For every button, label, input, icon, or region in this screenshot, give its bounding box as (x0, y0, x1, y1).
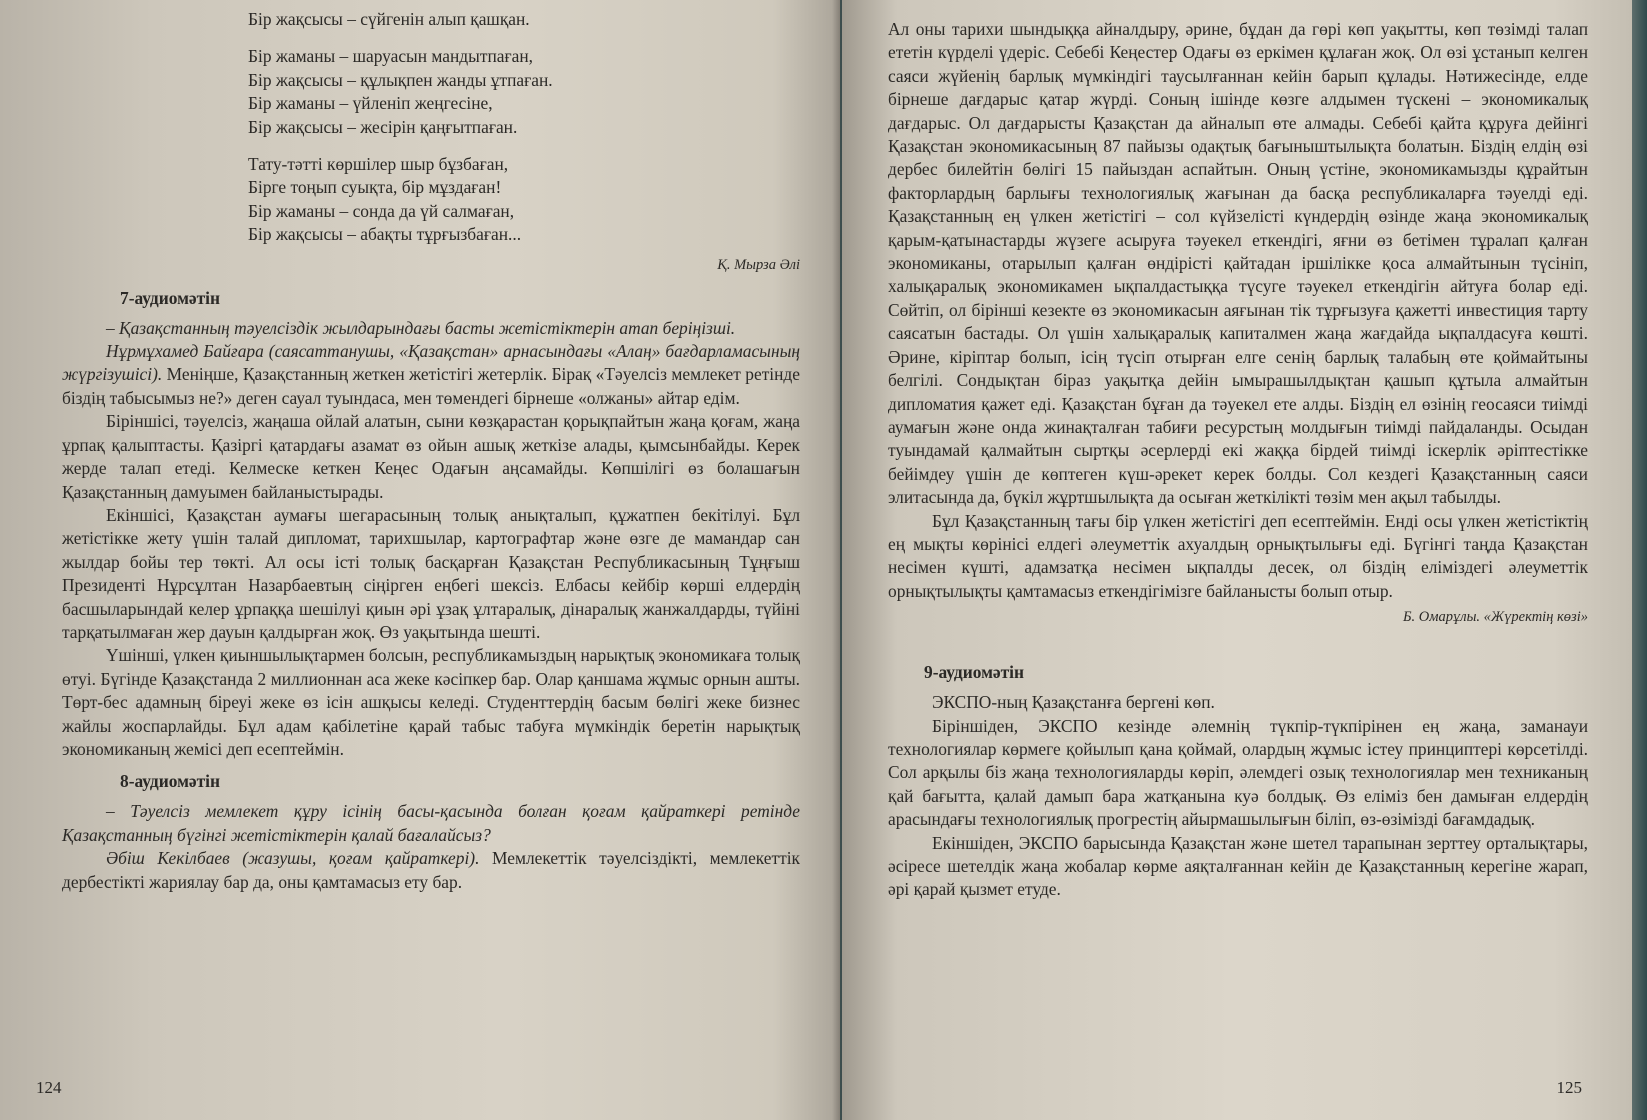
paragraph: ЭКСПО-ның Қазақстанға бергені көп. (932, 692, 1215, 713)
paragraph-text: Мемлекеттік тәуелсіздікті, мемлекеттік дербестікті жариялау бар да, оны қамтамасыз ету бар. (62, 848, 801, 892)
paragraph: Бұл Қазақстанның тағы бір үлкен жетістігі деп есептеймін. Енді осы үлкен жетістіктің ең мықты көрінісі елдегі әлеуметтік ахуалдың орнықтылығы еді. Бүгінгі таңда Қазақстан несімен күшті, адамзатқа несімен ықпалды десек, ол біздің еліміздегі әлеуметтік орнықтылықты қамтамасыз еткендігімізге байланысты болып отыр. (888, 510, 1588, 601)
page-number: 125 (1556, 1078, 1582, 1097)
poem-line: Бірге тоңып суықта, бір мұздаған! (248, 177, 502, 198)
paragraph: Біріншісі, тәуелсіз, жаңаша ойлай алатын, сыни көзқарастан қорықпайтын жаңа қоғам, жаңа ұрпақ қалыптасты. Қазіргі қатардағы азамат өз ойын ашық жеткізе алады, қымсынбайды. Керек жерде талап етеді. Келмеске кеткен Кеңес Одағын аңсамайды. Көпшілігі өз болашағын Қазақстанның дамуымен байланыстырады. (62, 411, 800, 502)
poem-stanza (248, 45, 800, 139)
speaker-name: Нұрмұхамед Байғара (саясаттанушы, «Қазақстан» арнасындағы «Алаң» бағдарламасының жүргізушісі). (62, 341, 800, 385)
poem-stanza (248, 153, 800, 247)
source-citation: Б. Омарұлы. «Жүректің көзі» (1402, 609, 1588, 626)
section-heading: 8-аудиомәтін (120, 771, 221, 792)
paragraph (62, 340, 800, 410)
poem-author: Қ. Мырза Әлі (717, 256, 800, 273)
poem-line: Бір жақсысы – сүйгенін алып қашқан. (248, 9, 530, 29)
paragraph: Біріншіден, ЭКСПО кезінде әлемнің түкпір-түкпірінен ең жаңа, заманауи технологиялар көрмеге қойылып қана қоймай, олардың жұмыс істеу принциптері көрсетілді. Сол арқылы біз жаңа технологияларды көріп, әлемдегі озық технологиялар мен техниканың қай бағытта, қалай дамып бара жатқанына куә болдық. Өз еліміз бен дамыған елдердің арасындағы технологиялық прогрестің айырмашылығын біліп, өз-өзімізді бағамдадық. (888, 715, 1588, 830)
poem-line: Бір жаманы – сонда да үй салмаған, (248, 200, 515, 221)
poem-top (248, 8, 800, 31)
poem-line: Бір жақсысы – құлықпен жанды ұтпаған. (248, 69, 553, 90)
section-heading: 9-аудиомәтін (924, 662, 1025, 683)
poem-line: Тату-тәтті көршілер шыр бұзбаған, (248, 154, 509, 175)
poem-line: Бір жақсысы – абақты тұрғызбаған... (248, 224, 522, 245)
section-heading: 7-аудиомәтін (120, 287, 221, 308)
interview-question: – Тәуелсіз мемлекет құру ісінің басы-қасында болған қоғам қайраткері ретінде Қазақстанның бүгінгі жетістіктерін қалай бағалайсыз? (62, 801, 800, 845)
poem-line: Бір жаманы – шаруасын мандытпаған, (248, 46, 533, 67)
interview-question: – Қазақстанның тәуелсіздік жылдарындағы басты жетістіктерін атап беріңізші. (106, 317, 736, 338)
right-page (842, 0, 1632, 1120)
poem-line: Бір жаманы – үйленіп жеңгесіне, (248, 93, 493, 114)
paragraph-text: Меніңше, Қазақстанның жеткен жетістігі жетерлік. Бірақ «Тәуелсіз мемлекет ретінде біздің табысымыз не?» деген сауал туындаса, мен төмендегі бірнеше «олжаны» айтар едім. (62, 364, 800, 408)
page-number: 124 (36, 1078, 62, 1097)
paragraph: Екіншісі, Қазақстан аумағы шегарасының толық анықталып, құжатпен бекітілуі. Бұл жетістікке жету үшін талай дипломат, тарихшылар, картографтар және өзге де мамандар сан жылдар бойы тер төкті. Ал осы істі толық басқарған Қазақстан Республикасының Тұңғыш Президенті Нұрсұлтан Назарбаевтың сіңірген еңбегі шексіз. Елбасы кейбір көрші елдердің басшыларындай келер ұрпаққа шешілуі қиын әрі ұзақ ұлтаралық, дінаралық жанжалдарды, түйіні тарқатылмаған жер дауын қалдырған жоқ. Өз уақытында шешті. (62, 504, 800, 642)
speaker-name: Әбіш Кекілбаев (жазушы, қоғам қайраткері). (106, 848, 480, 869)
background-edge (1632, 0, 1647, 1120)
paragraph: Екіншіден, ЭКСПО барысында Қазақстан және шетел тарапынан зерттеу орталықтары, әсіресе шетелдік жаңа жобалар көрме аяқталғаннан кейін де Қазақстанның керегіне жарап, әрі қарай қызмет етуде. (888, 832, 1588, 900)
paragraph: Ал оны тарихи шындыққа айналдыру, әрине, бұдан да гөрі көп уақытты, көп төзімді талап ететін күрделі үдеріс. Себебі Кеңестер Одағы өз еркімен құлаған жоқ. Ол өзі ұстанып келген саяси жүйенің барлық мүмкіндігі таусылғаннан кейін барып құлады. Нәтижесінде, елде бірнеше дағдарыс қатар жүрді. Соның ішінде көзге алдымен түскені – экономикалық дағдарыс. Ол дағдарысты Қазақстан да айналып өте алмады. Себебі қайта құруға дейінгі Қазақстан экономикасының 87 пайызы одақтық бағыныштылықта болатын. Біздің елдің өзі дербес билейтін бөлігі 15 пайыздан аспайтын. Оның үстіне, экономикамызды құрайтын факторлардың барлығы технологиялық жағынан да басқа республикаларға тәуелді еді. Қазақстанның ең үлкен жетістігі – сол күйзелісті күндердің өзінде жаңа экономикалық қарым-қатынастарды жүзеге асыруға тәуекел еткендігі, яғни өз бетімен тұралап қалған экономиканы, отарылып қалған өндірісті қайтадан іршілікке қоса алмайтынын түсініп, халықаралық экономикамен ықпалдастыққа түсуге тәуекел еткендігін айтуға болар еді. Сөйтіп, ол бірінші кезекте өз экономикасын аяғынан тік тұрғызуға қажетті инвестиция тарту саясатын бастады. Ол үшін халықаралық капиталмен жаңа жағдайда ықпалдасуға көшті. Әрине, кіріптар болып, ісің түсіп отырған елге сенің барлық талабың өте қоймайтыны белгілі. Сондықтан біраз уақытқа дейін ымырашылдықтан қашып құтыла алмайтын дипломатия қажет еді. Қазақстан бұған да тәуекел ете алды. Біздің ел өзінің геосаяси тиімді аумағын және онда жинақталған табиғи ресурстың молдығын тиімді пайдаланды. Осыдан туындамай қалмайтын сыртқы әсерлерді екі жаққа бірдей тиімді іскерлік әріптестікке бейімдеу үшін де көптеген күш-әрекет керек болды. Сол кездегі Қазақстанның саяси элитасында да, бүкіл жұртшылықта да осыған жеткілікті төзім мен ақыл табылды. (888, 19, 1588, 508)
paragraph: Үшінші, үлкен қиыншылықтармен болсын, республикамыздың нарықтық экономикаға толық өтуі. Бүгінде Қазақстанда 2 миллионнан аса жеке кәсіпкер бар. Олар қаншама жұмыс орнын ашты. Төрт-бес адамның біреуі жеке өз ісін ашқысы келеді. Студенттердің басым бөлігі жеке бизнес жайлы жоспарлайды. Бұл адам қабілетіне қарай табыс табуға мүмкіндік беретін нарықтық экономиканың жемісі деп есептеймін. (62, 645, 800, 759)
poem-line: Бір жақсысы – жесірін қаңғытпаған. (248, 116, 518, 137)
paragraph (62, 847, 800, 894)
